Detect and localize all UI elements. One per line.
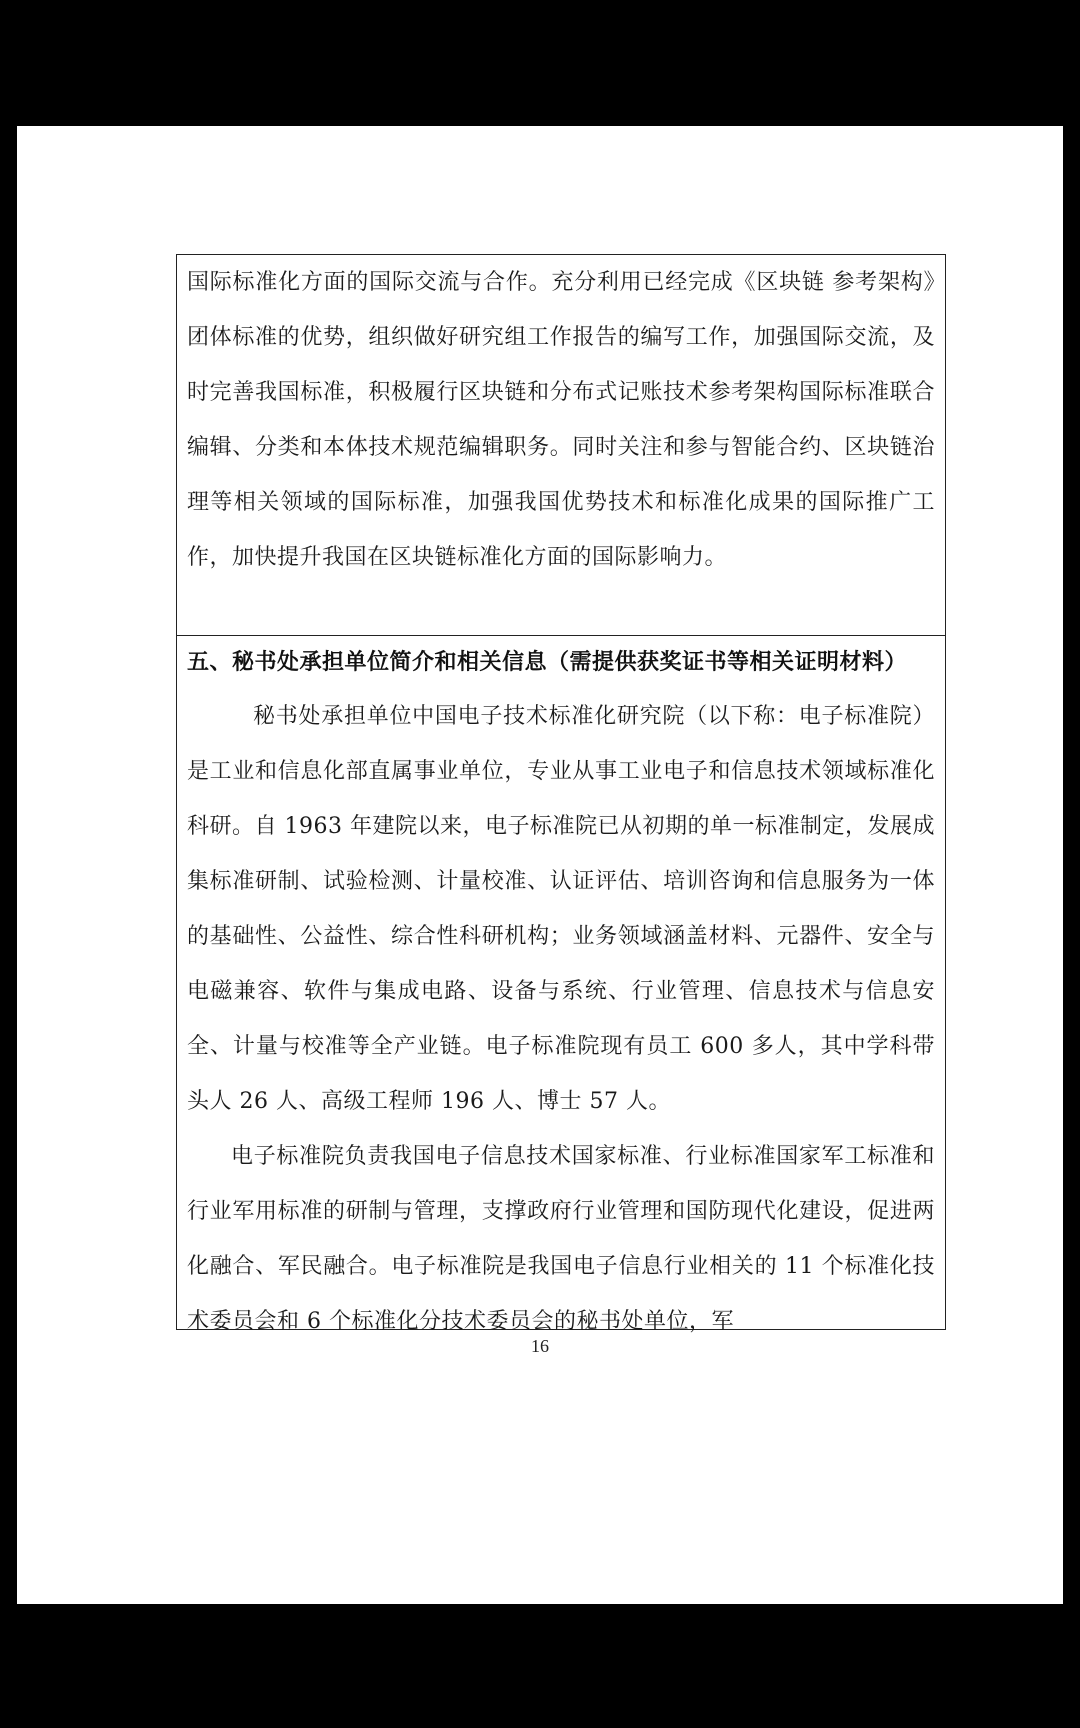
section-heading: 五、秘书处承担单位简介和相关信息（需提供获奖证书等相关证明材料） [187, 650, 908, 675]
content-table [176, 254, 946, 1334]
table-cell-section-five [177, 636, 945, 1334]
document-page [17, 126, 1063, 1604]
continued-paragraph: 国际标准化方面的国际交流与合作。充分利用已经完成《区块链 参考架构》团体标准的优势，组织做好研究组工作报告的编写工作，加强国际交流，及时完善我国标准，积极履行区块链和分布式记账技术参考架构国际标准联合编辑、分类和本体技术规范编辑职务。同时关注和参与智能合约、区块链治理等相关领域的国际标准，加强我国优势技术和标准化成果的国际推广工作，加快提升我国在区块链标准化方面的国际影响力。 [187, 270, 935, 570]
table-cell-continued [177, 255, 945, 635]
page-number: 16 [531, 1336, 549, 1356]
body-paragraph-2: 电子标准院负责我国电子信息技术国家标准、行业标准国家军工标准和行业军用标准的研制与管理，支撑政府行业管理和国防现代化建设，促进两化融合、军民融合。电子标准院是我国电子信息行业相关的 11 个标准化技术委员会和 6 个标准化分技术委员会的秘书处单位，军 [187, 1144, 935, 1334]
body-paragraph-1: 秘书处承担单位中国电子技术标准化研究院（以下称：电子标准院）是工业和信息化部直属事业单位，专业从事工业电子和信息技术领域标准化科研。自 1963 年建院以来，电子标准院已从初期的单一标准制定，发展成集标准研制、试验检测、计量校准、认证评估、培训咨询和信息服务为一体的基础性、公益性、综合性科研机构；业务领域涵盖材料、元器件、安全与电磁兼容、软件与集成电路、设备与系统、行业管理、信息技术与信息安全、计量与校准等全产业链。电子标准院现有员工 600 多人，其中学科带头人 26 人、高级工程师 196 人、博士 57 人。 [187, 704, 935, 1114]
